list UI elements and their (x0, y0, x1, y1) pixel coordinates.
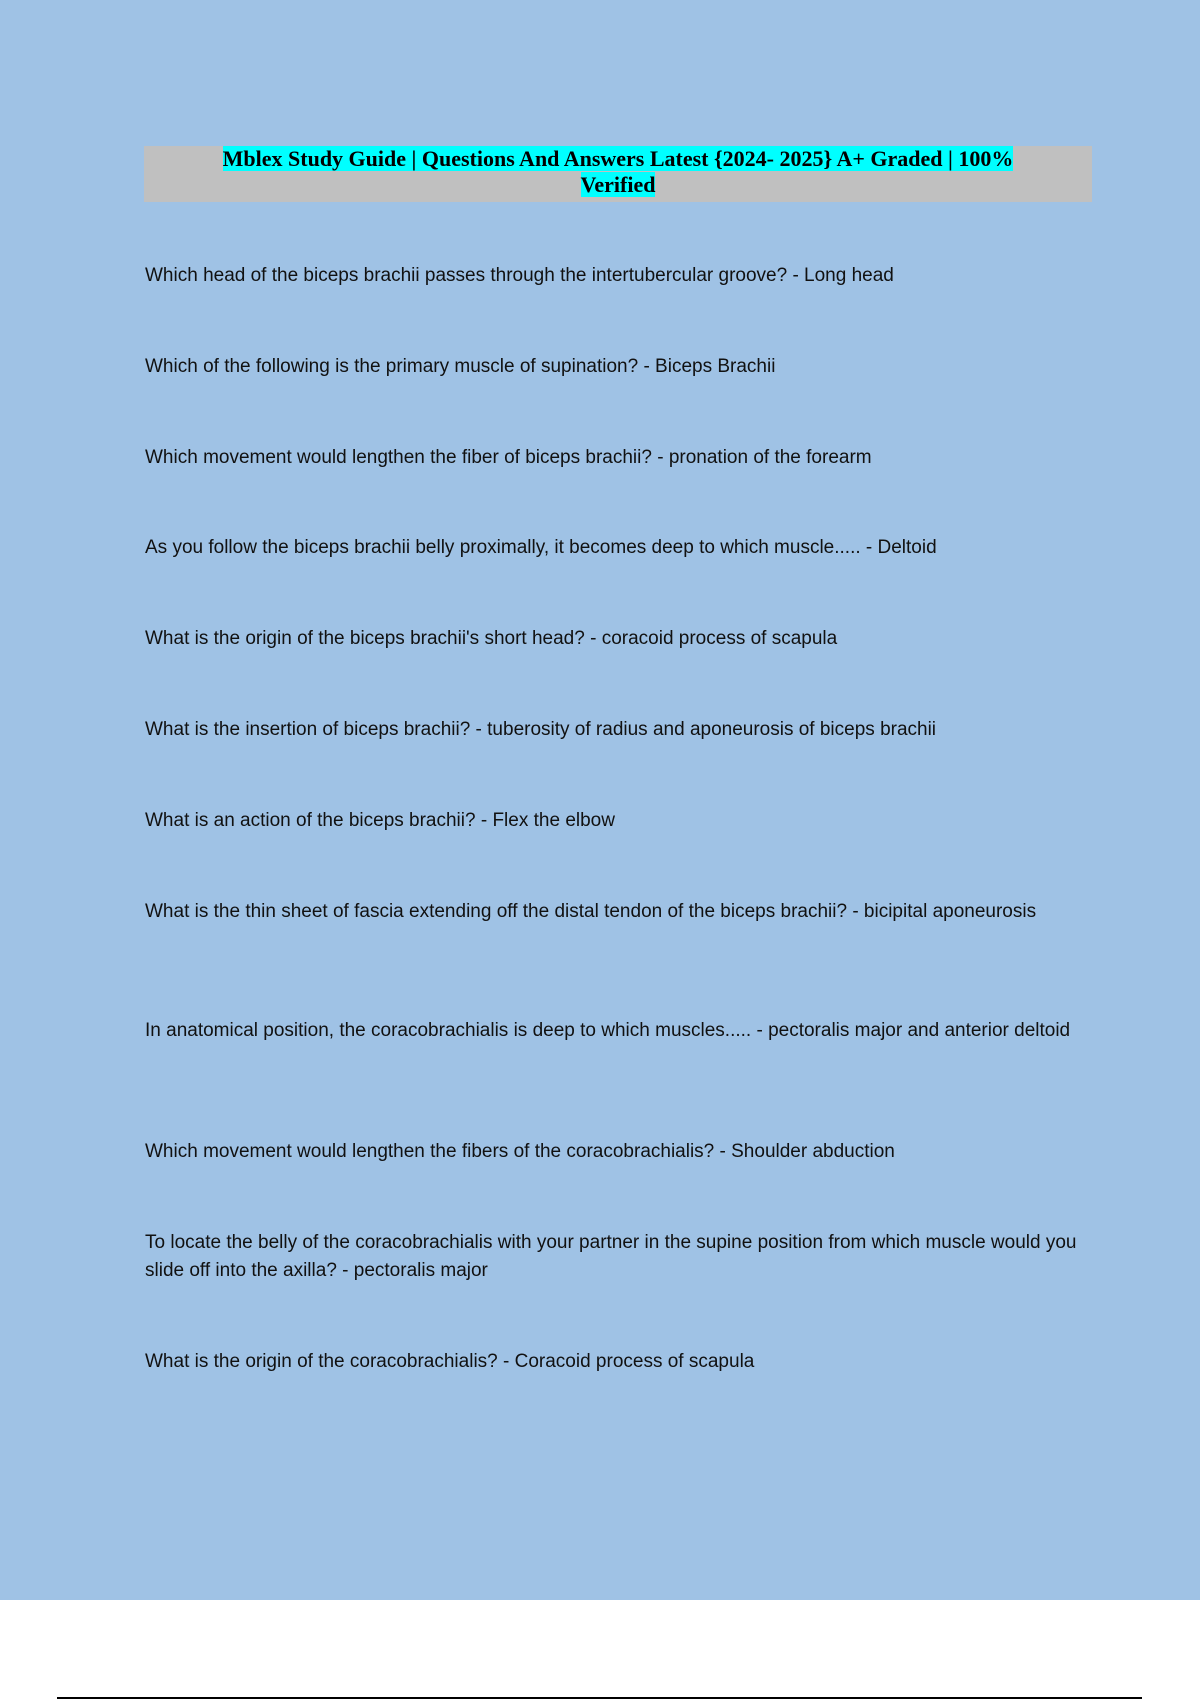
document-title-line-1: Mblex Study Guide | Questions And Answers Latest {2024- 2025} A+ Graded | 100% (222, 146, 1014, 171)
document-title-line-2: Verified (580, 172, 656, 197)
qa-item-11: To locate the belly of the coracobrachialis with your partner in the supine position from which muscle would you slide off into the axilla? - pectoralis major (145, 1232, 1077, 1281)
qa-item-4: As you follow the biceps brachii belly proximally, it becomes deep to which muscle..... - Deltoid (145, 537, 937, 558)
qa-item-3: Which movement would lengthen the fiber of biceps brachii? - pronation of the forearm (145, 447, 872, 468)
qa-item-8: What is the thin sheet of fascia extending off the distal tendon of the biceps brachii? - bicipital aponeurosis (145, 901, 1037, 922)
footer-rule (57, 1697, 1142, 1699)
qa-item-1: Which head of the biceps brachii passes through the intertubercular groove? - Long head (145, 265, 894, 286)
qa-item-9: In anatomical position, the coracobrachialis is deep to which muscles..... - pectoralis major and anterior deltoid (145, 1020, 1071, 1041)
qa-item-12: What is the origin of the coracobrachialis? - Coracoid process of scapula (145, 1351, 755, 1372)
qa-item-5: What is the origin of the biceps brachii's short head? - coracoid process of scapula (145, 628, 838, 649)
qa-item-6: What is the insertion of biceps brachii? - tuberosity of radius and aponeurosis of biceps brachii (145, 719, 937, 740)
qa-item-2: Which of the following is the primary muscle of supination? - Biceps Brachii (145, 356, 776, 377)
qa-item-10: Which movement would lengthen the fibers of the coracobrachialis? - Shoulder abduction (145, 1141, 895, 1162)
document-title (144, 146, 1092, 198)
qa-item-7: What is an action of the biceps brachii? - Flex the elbow (145, 810, 615, 831)
